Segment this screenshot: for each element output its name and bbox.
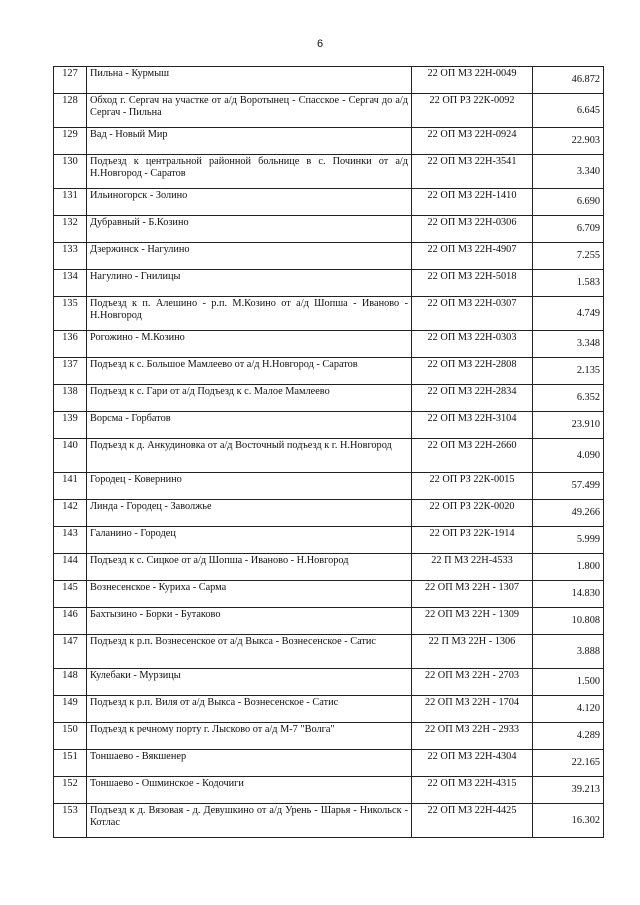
road-code: 22 ОП МЗ 22Н - 1309 <box>412 608 533 635</box>
road-length: 22.903 <box>533 128 604 155</box>
road-length: 5.999 <box>533 527 604 554</box>
road-name: Ворсма - Горбатов <box>87 412 412 439</box>
row-number: 152 <box>54 777 87 804</box>
road-length: 49.266 <box>533 500 604 527</box>
row-number: 146 <box>54 608 87 635</box>
road-name: Подъезд к с. Сицкое от а/д Шопша - Иваново - Н.Новгород <box>87 554 412 581</box>
road-name: Подъезд к речному порту г. Лысково от а/д М-7 "Волга" <box>87 723 412 750</box>
table-row <box>54 94 604 128</box>
road-name: Кулебаки - Мурзицы <box>87 669 412 696</box>
road-name: Подъезд к д. Вязовая - д. Девушкино от а/д Урень - Шарья - Никольск - Котлас <box>87 804 412 838</box>
table-row <box>54 696 604 723</box>
road-code: 22 ОП МЗ 22Н-4425 <box>412 804 533 838</box>
road-length: 39.213 <box>533 777 604 804</box>
road-code: 22 ОП МЗ 22Н-0307 <box>412 297 533 331</box>
row-number: 140 <box>54 439 87 473</box>
row-number: 139 <box>54 412 87 439</box>
row-number: 141 <box>54 473 87 500</box>
road-name: Обход г. Сергач на участке от а/д Воротынец - Спасское - Сергач до а/д Сергач - Пильна <box>87 94 412 128</box>
road-length: 6.709 <box>533 216 604 243</box>
roads-table <box>53 66 604 838</box>
road-code: 22 ОП МЗ 22Н-1410 <box>412 189 533 216</box>
road-length: 4.749 <box>533 297 604 331</box>
road-name: Дубравный - Б.Козино <box>87 216 412 243</box>
road-code: 22 ОП МЗ 22Н-0303 <box>412 331 533 358</box>
road-code: 22 ОП РЗ 22К-0092 <box>412 94 533 128</box>
road-length: 3.340 <box>533 155 604 189</box>
road-name: Городец - Ковернино <box>87 473 412 500</box>
road-name: Галанино - Городец <box>87 527 412 554</box>
road-code: 22 ОП МЗ 22Н-3104 <box>412 412 533 439</box>
road-code: 22 ОП РЗ 22К-0015 <box>412 473 533 500</box>
road-length: 14.830 <box>533 581 604 608</box>
row-number: 129 <box>54 128 87 155</box>
road-name: Подъезд к д. Анкудиновка от а/д Восточный подъезд к г. Н.Новгород <box>87 439 412 473</box>
road-code: 22 ОП МЗ 22Н-2808 <box>412 358 533 385</box>
road-name: Бахтызино - Борки - Бутаково <box>87 608 412 635</box>
road-name: Вознесенское - Куриха - Сарма <box>87 581 412 608</box>
table-row <box>54 243 604 270</box>
table-row <box>54 439 604 473</box>
table-row <box>54 128 604 155</box>
road-code: 22 П МЗ 22Н - 1306 <box>412 635 533 669</box>
table-row <box>54 581 604 608</box>
road-name: Подъезд к р.п. Вознесенское от а/д Выкса - Вознесенское - Сатис <box>87 635 412 669</box>
row-number: 132 <box>54 216 87 243</box>
table-row <box>54 189 604 216</box>
road-length: 46.872 <box>533 67 604 94</box>
row-number: 151 <box>54 750 87 777</box>
row-number: 148 <box>54 669 87 696</box>
road-code: 22 ОП МЗ 22Н - 1704 <box>412 696 533 723</box>
row-number: 130 <box>54 155 87 189</box>
road-code: 22 ОП МЗ 22Н-2660 <box>412 439 533 473</box>
row-number: 133 <box>54 243 87 270</box>
road-length: 6.352 <box>533 385 604 412</box>
road-name: Рогожино - М.Козино <box>87 331 412 358</box>
road-code: 22 ОП МЗ 22Н-5018 <box>412 270 533 297</box>
road-length: 4.120 <box>533 696 604 723</box>
road-code: 22 П МЗ 22Н-4533 <box>412 554 533 581</box>
table-row <box>54 270 604 297</box>
table-row <box>54 723 604 750</box>
road-code: 22 ОП РЗ 22К-1914 <box>412 527 533 554</box>
road-length: 57.499 <box>533 473 604 500</box>
road-length: 23.910 <box>533 412 604 439</box>
road-code: 22 ОП МЗ 22Н-0049 <box>412 67 533 94</box>
road-code: 22 ОП МЗ 22Н-4315 <box>412 777 533 804</box>
row-number: 153 <box>54 804 87 838</box>
road-length: 3.888 <box>533 635 604 669</box>
road-length: 7.255 <box>533 243 604 270</box>
row-number: 137 <box>54 358 87 385</box>
row-number: 142 <box>54 500 87 527</box>
row-number: 138 <box>54 385 87 412</box>
road-name: Подъезд к р.п. Виля от а/д Выкса - Вознесенское - Сатис <box>87 696 412 723</box>
road-code: 22 ОП МЗ 22Н-0924 <box>412 128 533 155</box>
road-name: Тоншаево - Ошминское - Кодочиги <box>87 777 412 804</box>
table-row <box>54 473 604 500</box>
row-number: 149 <box>54 696 87 723</box>
road-name: Подъезд к с. Гари от а/д Подъезд к с. Малое Мамлеево <box>87 385 412 412</box>
road-length: 10.808 <box>533 608 604 635</box>
table-row <box>54 216 604 243</box>
table-row <box>54 750 604 777</box>
road-length: 4.289 <box>533 723 604 750</box>
road-code: 22 ОП МЗ 22Н - 2933 <box>412 723 533 750</box>
row-number: 150 <box>54 723 87 750</box>
road-code: 22 ОП РЗ 22К-0020 <box>412 500 533 527</box>
road-length: 4.090 <box>533 439 604 473</box>
road-length: 1.800 <box>533 554 604 581</box>
row-number: 144 <box>54 554 87 581</box>
road-code: 22 ОП МЗ 22Н-4304 <box>412 750 533 777</box>
road-length: 1.583 <box>533 270 604 297</box>
road-code: 22 ОП МЗ 22Н-0306 <box>412 216 533 243</box>
page-number: 6 <box>316 38 324 50</box>
row-number: 131 <box>54 189 87 216</box>
road-code: 22 ОП МЗ 22Н-4907 <box>412 243 533 270</box>
road-name: Линда - Городец - Заволжье <box>87 500 412 527</box>
road-length: 1.500 <box>533 669 604 696</box>
road-name: Подъезд к п. Алешино - р.п. М.Козино от а/д Шопша - Иваново - Н.Новгород <box>87 297 412 331</box>
road-length: 3.348 <box>533 331 604 358</box>
road-length: 2.135 <box>533 358 604 385</box>
road-code: 22 ОП МЗ 22Н - 1307 <box>412 581 533 608</box>
road-length: 6.690 <box>533 189 604 216</box>
table-row <box>54 777 604 804</box>
table-row <box>54 155 604 189</box>
road-name: Подъезд к центральной районной больнице в с. Починки от а/д Н.Новгород - Саратов <box>87 155 412 189</box>
road-name: Подъезд к с. Большое Мамлеево от а/д Н.Новгород - Саратов <box>87 358 412 385</box>
row-number: 136 <box>54 331 87 358</box>
table-row <box>54 554 604 581</box>
road-name: Пильна - Курмыш <box>87 67 412 94</box>
row-number: 128 <box>54 94 87 128</box>
road-code: 22 ОП МЗ 22Н-2834 <box>412 385 533 412</box>
table-row <box>54 527 604 554</box>
table-row <box>54 635 604 669</box>
row-number: 143 <box>54 527 87 554</box>
road-code: 22 ОП МЗ 22Н - 2703 <box>412 669 533 696</box>
row-number: 145 <box>54 581 87 608</box>
row-number: 135 <box>54 297 87 331</box>
table-row <box>54 412 604 439</box>
table-row <box>54 669 604 696</box>
table-row <box>54 500 604 527</box>
row-number: 134 <box>54 270 87 297</box>
table-row <box>54 297 604 331</box>
road-name: Вад - Новый Мир <box>87 128 412 155</box>
road-name: Тоншаево - Вякшенер <box>87 750 412 777</box>
table-row <box>54 385 604 412</box>
road-length: 16.302 <box>533 804 604 838</box>
road-name: Нагулино - Гнилицы <box>87 270 412 297</box>
table-row <box>54 67 604 94</box>
roads-table-body <box>54 67 604 838</box>
row-number: 127 <box>54 67 87 94</box>
table-row <box>54 804 604 838</box>
row-number: 147 <box>54 635 87 669</box>
road-name: Ильиногорск - Золино <box>87 189 412 216</box>
table-row <box>54 331 604 358</box>
road-length: 22.165 <box>533 750 604 777</box>
road-code: 22 ОП МЗ 22Н-3541 <box>412 155 533 189</box>
table-row <box>54 358 604 385</box>
table-row <box>54 608 604 635</box>
road-length: 6.645 <box>533 94 604 128</box>
road-name: Дзержинск - Нагулино <box>87 243 412 270</box>
